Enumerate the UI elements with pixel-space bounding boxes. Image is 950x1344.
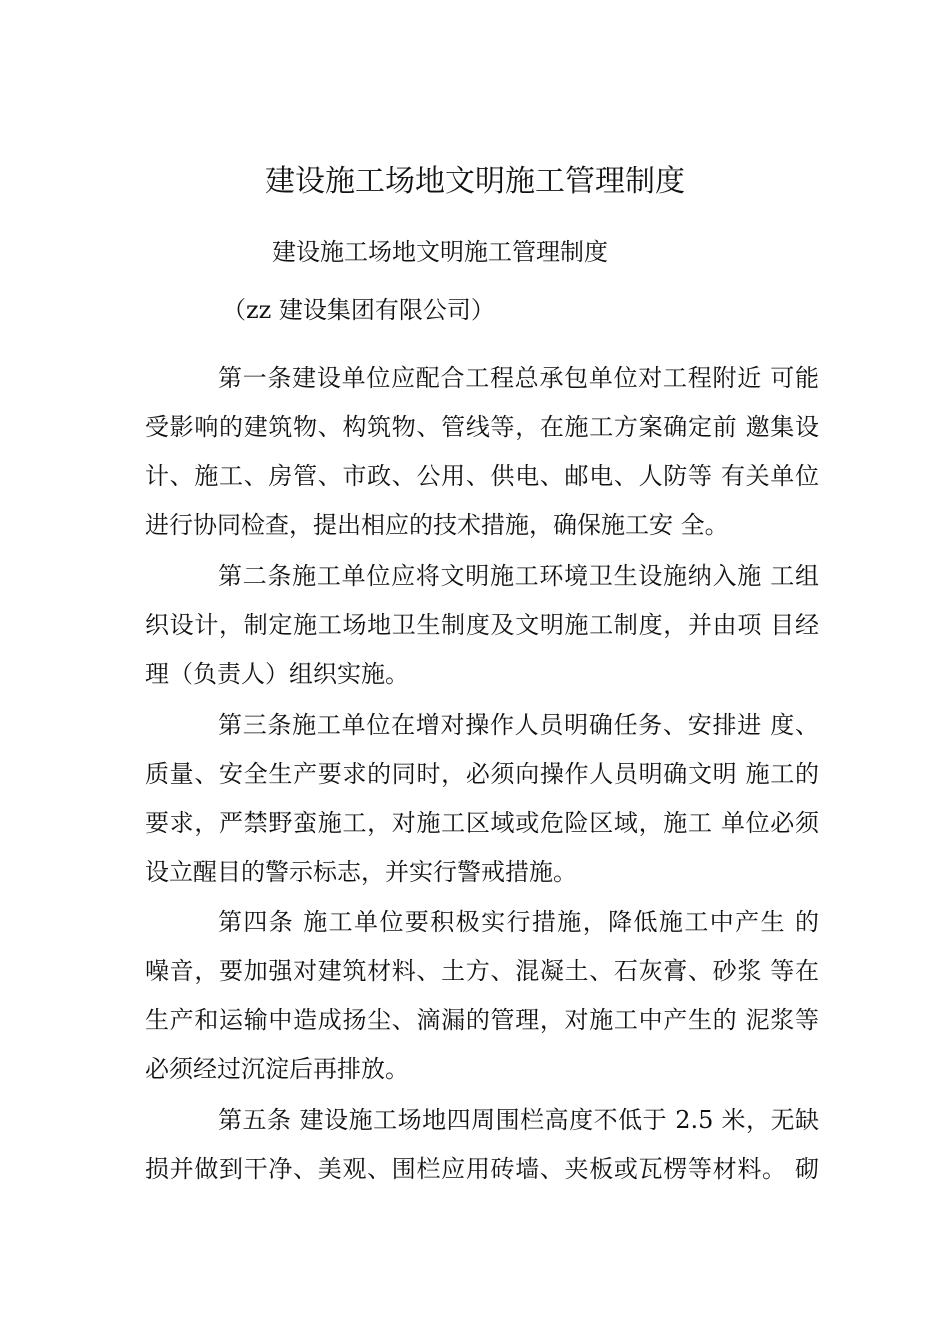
article-line: 第三条施工单位在增对操作人员明确任务、安排进 度、 bbox=[218, 711, 819, 739]
article-2 bbox=[145, 552, 819, 699]
article-line: 质量、安全生产要求的同时，必须向操作人员明确文明 施工的 bbox=[145, 760, 819, 788]
article-line: 织设计，制定施工场地卫生制度及文明施工制度，并由项 目经 bbox=[145, 611, 819, 639]
article-1 bbox=[145, 354, 819, 550]
article-line: 生产和运输中造成扬尘、滴漏的管理，对施工中产生的 泥浆等 bbox=[145, 1006, 819, 1034]
company-name: （zz 建设集团有限公司） bbox=[222, 296, 495, 324]
article-line: 理（负责人）组织实施。 bbox=[145, 660, 409, 688]
article-line: 第二条施工单位应将文明施工环境卫生设施纳入施 工组 bbox=[218, 562, 819, 590]
article-line: 必须经过沉淀后再排放。 bbox=[145, 1055, 409, 1083]
article-line: 噪音，要加强对建筑材料、土方、混凝土、石灰膏、砂浆 等在 bbox=[145, 957, 819, 985]
article-3 bbox=[145, 701, 819, 897]
article-line: 损并做到干净、美观、围栏应用砖墙、夹板或瓦楞等材料。 砌 bbox=[145, 1155, 819, 1183]
article-line: 受影响的建筑物、构筑物、管线等，在施工方案确定前 邀集设 bbox=[145, 413, 819, 441]
article-line: 进行协同检查，提出相应的技术措施，确保施工安 全。 bbox=[145, 511, 729, 539]
article-5 bbox=[145, 1096, 819, 1194]
article-line: 第五条 建设施工场地四周围栏高度不低于 2.5 米，无缺 bbox=[218, 1106, 819, 1134]
article-line: 设立醒目的警示标志，并实行警戒措施。 bbox=[145, 858, 577, 886]
document-subtitle: 建设施工场地文明施工管理制度 bbox=[272, 238, 608, 266]
article-4 bbox=[145, 898, 819, 1094]
article-line: 计、施工、房管、市政、公用、供电、邮电、人防等 有关单位 bbox=[145, 462, 819, 490]
article-line: 第四条 施工单位要积极实行措施，降低施工中产生 的 bbox=[218, 908, 819, 936]
article-line: 第一条建设单位应配合工程总承包单位对工程附近 可能 bbox=[218, 364, 819, 392]
document-title: 建设施工场地文明施工管理制度 bbox=[265, 164, 685, 199]
article-line: 要求，严禁野蛮施工，对施工区域或危险区域，施工 单位必须 bbox=[145, 809, 819, 837]
